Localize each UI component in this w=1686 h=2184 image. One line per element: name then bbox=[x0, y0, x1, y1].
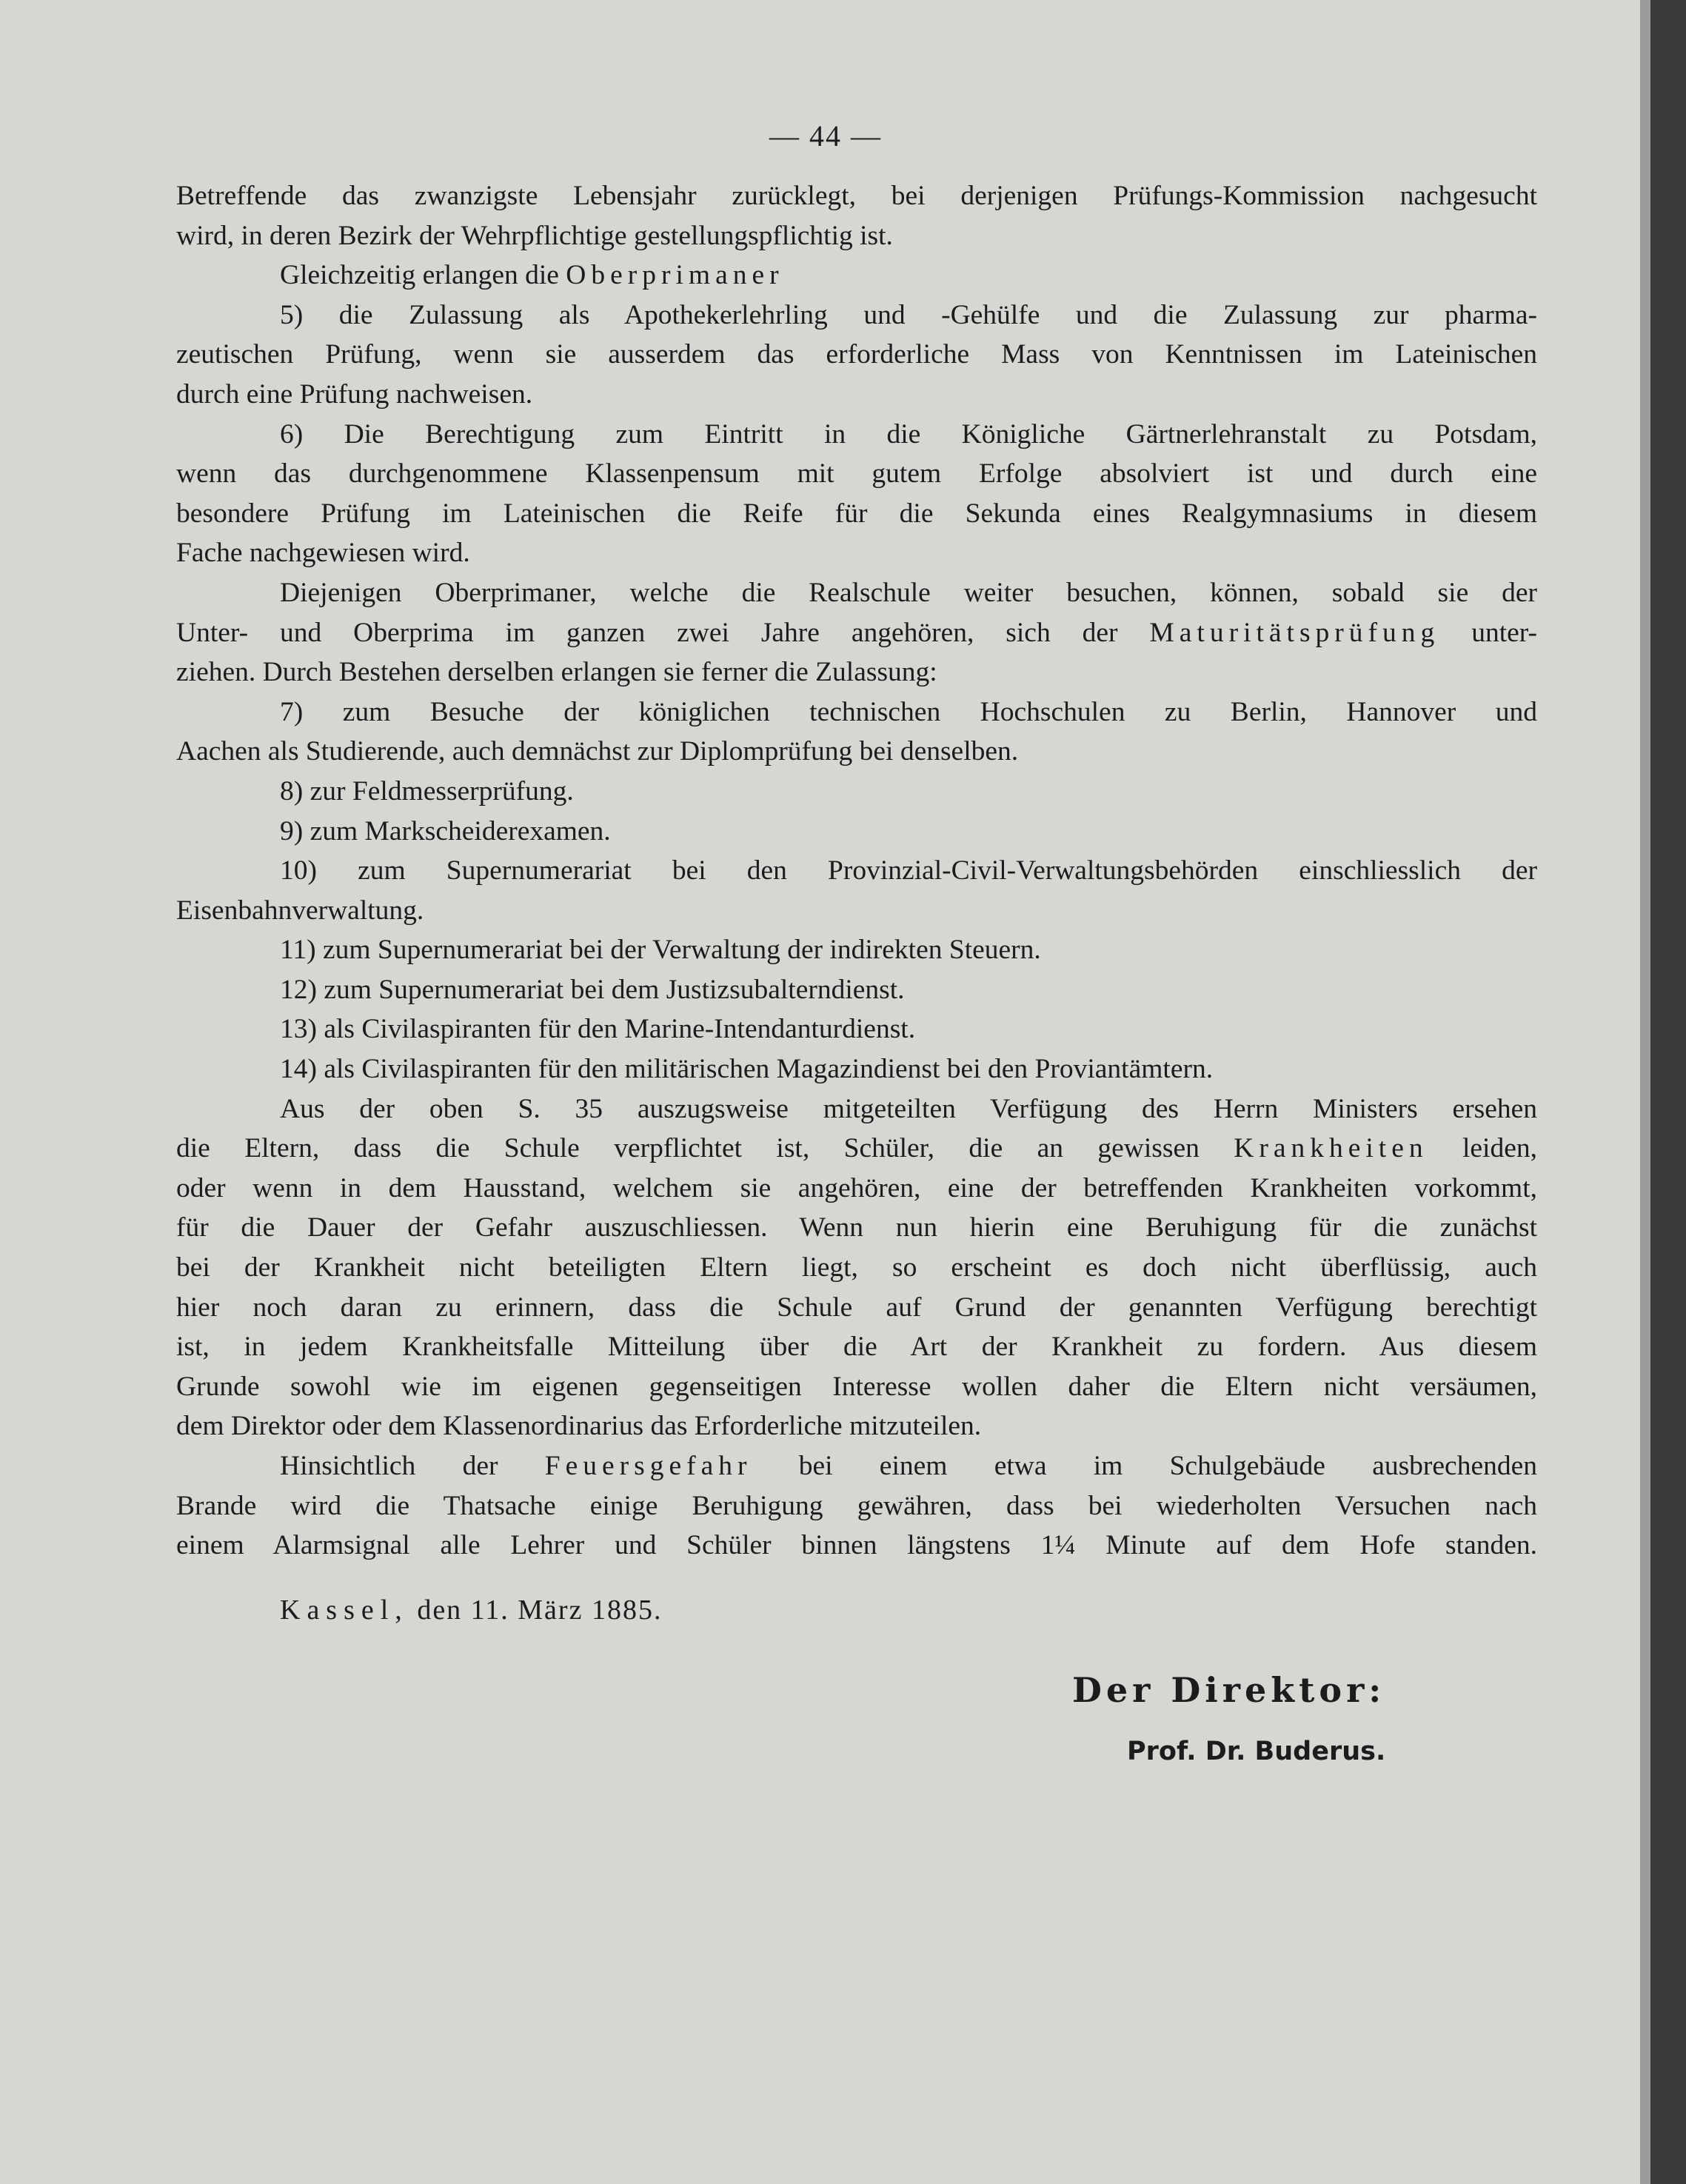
place-and-date bbox=[280, 1594, 662, 1626]
text-line: Unter- und Oberprima im ganzen zwei Jahre angehören, sich der Maturitätsprüfung unter- bbox=[176, 617, 1537, 648]
text-line: 12) zum Supernumerariat bei dem Justizsubalterndienst. bbox=[280, 974, 905, 1005]
emphasis-feuersgefahr: Feuersgefahr bbox=[544, 1451, 752, 1481]
emphasis-maturitaetspruefung: Maturitätsprüfung bbox=[1149, 617, 1440, 648]
text-line: Aachen als Studierende, auch demnächst zur Diplomprüfung bei denselben. bbox=[176, 736, 1019, 767]
body-text bbox=[176, 176, 1537, 1566]
date: den 11. März 1885. bbox=[417, 1594, 663, 1626]
text-line: Fache nachgewiesen wird. bbox=[176, 538, 470, 569]
text-line: 13) als Civilaspiranten für den Marine-Intendanturdienst. bbox=[280, 1014, 916, 1045]
text-line: für die Dauer der Gefahr auszuschliessen. Wenn nun hierin eine Beruhigung für die zunächst bbox=[176, 1212, 1537, 1243]
text-line: besondere Prüfung im Lateinischen die Reife für die Sekunda eines Realgymnasiums in diesem bbox=[176, 498, 1537, 529]
text-line: Hinsichtlich der Feuersgefahr bei einem etwa im Schulgebäude ausbrechenden bbox=[280, 1451, 1537, 1481]
text-line: dem Direktor oder dem Klassenordinarius das Erforderliche mitzuteilen. bbox=[176, 1411, 982, 1442]
text-line: durch eine Prüfung nachweisen. bbox=[176, 378, 533, 410]
text-line: wenn das durchgenommene Klassenpensum mit gutem Erfolge absolviert ist und durch eine bbox=[176, 458, 1537, 490]
text-line: 14) als Civilaspiranten für den militärischen Magazindienst bei den Proviantämtern. bbox=[280, 1054, 1214, 1085]
text-line: 7) zum Besuche der königlichen technischen Hochschulen zu Berlin, Hannover und bbox=[280, 696, 1537, 727]
text-line: einem Alarmsignal alle Lehrer und Schüler binnen längstens 1¼ Minute auf dem Hofe standen. bbox=[176, 1530, 1537, 1561]
binding-edge bbox=[1650, 0, 1686, 2184]
text-line: oder wenn in dem Hausstand, welchem sie angehören, eine der betreffenden Krankheiten vorkommt, bbox=[176, 1172, 1537, 1203]
text-line: zeutischen Prüfung, wenn sie ausserdem das erforderliche Mass von Kenntnissen im Lateinischen bbox=[176, 339, 1537, 370]
emphasis-krankheiten: Krankheiten bbox=[1234, 1133, 1428, 1164]
text-line: Brande wird die Thatsache einige Beruhigung gewähren, dass bei wiederholten Versuchen nach bbox=[176, 1490, 1537, 1521]
signature-name: Prof. Dr. Buderus. bbox=[1127, 1737, 1386, 1766]
text-line: wird, in deren Bezirk der Wehrpflichtige gestellungspflichtig ist. bbox=[176, 220, 893, 251]
text-line: Eisenbahnverwaltung. bbox=[176, 895, 424, 926]
text-line: 5) die Zulassung als Apothekerlehrling und -Gehülfe und die Zulassung zur pharma- bbox=[280, 299, 1537, 330]
page-number: — 44 — bbox=[769, 119, 882, 153]
text-line: 9) zum Markscheiderexamen. bbox=[280, 815, 611, 846]
text-line: 6) Die Berechtigung zum Eintritt in die Königliche Gärtnerlehranstalt zu Potsdam, bbox=[280, 418, 1537, 450]
text-line: ziehen. Durch Bestehen derselben erlangen sie ferner die Zulassung: bbox=[176, 657, 937, 688]
text-line: Diejenigen Oberprimaner, welche die Realschule weiter besuchen, können, sobald sie der bbox=[280, 577, 1537, 608]
text-line: Aus der oben S. 35 auszugsweise mitgeteilten Verfügung des Herrn Ministers ersehen bbox=[280, 1093, 1537, 1124]
text-line: 10) zum Supernumerariat bei den Provinzial-Civil-Verwaltungsbehörden einschliesslich der bbox=[280, 855, 1537, 886]
text-line: ist, in jedem Krankheitsfalle Mitteilung über die Art der Krankheit zu fordern. Aus diesem bbox=[176, 1332, 1537, 1363]
text-line: Grunde sowohl wie im eigenen gegenseitigen Interesse wollen daher die Eltern nicht versäumen, bbox=[176, 1371, 1537, 1402]
text-line: hier noch daran zu erinnern, dass die Schule auf Grund der genannten Verfügung berechtigt bbox=[176, 1292, 1537, 1323]
emphasis-oberprimaner: Oberprimaner bbox=[566, 260, 784, 291]
page-edge-shadow bbox=[1640, 0, 1650, 2184]
text-line: 11) zum Supernumerariat bei der Verwaltung der indirekten Steuern. bbox=[280, 935, 1041, 966]
text-line: 8) zur Feldmesserprüfung. bbox=[280, 775, 574, 807]
text-line: Gleichzeitig erlangen die Oberprimaner bbox=[280, 260, 784, 291]
signature-title: Der Direktor: bbox=[1072, 1670, 1386, 1710]
text-line: bei der Krankheit nicht beteiligten Eltern liegt, so erscheint es doch nicht überflüssig, auch bbox=[176, 1252, 1537, 1283]
text-line: die Eltern, dass die Schule verpflichtet ist, Schüler, die an gewissen Krankheiten leiden, bbox=[176, 1133, 1537, 1164]
place: Kassel, bbox=[280, 1594, 409, 1626]
text-line: Betreffende das zwanzigste Lebensjahr zurücklegt, bei derjenigen Prüfungs-Kommission nachgesucht bbox=[176, 181, 1537, 211]
